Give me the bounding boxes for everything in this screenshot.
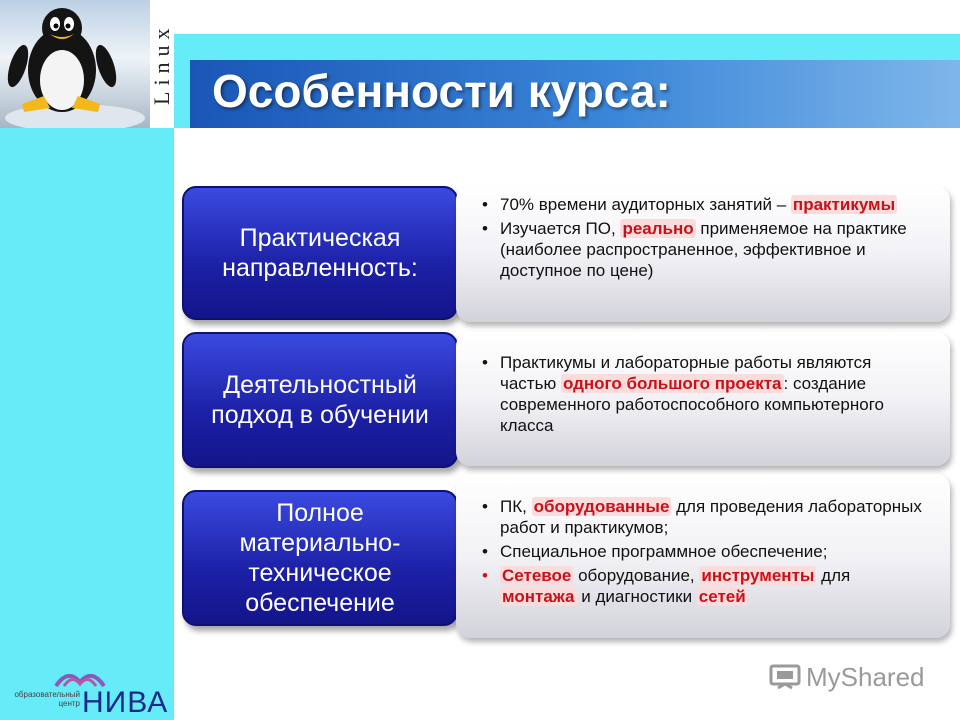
bullet-dot: • [482, 353, 488, 372]
bullet-text: применяемое на практике (наиболее распространенное, эффективное и доступное по цене) [500, 219, 907, 280]
content-provision [456, 474, 950, 638]
niva-logo [12, 664, 169, 719]
label-provision [182, 490, 458, 626]
bullet-text: и диагностики [576, 587, 697, 606]
bullet-item [474, 194, 930, 215]
highlighted-text: одного большого проекта [562, 374, 782, 393]
label-practical-text: Практическая направленность: [222, 224, 418, 282]
label-provision-text: Полное материально-техническое обеспечение [239, 499, 401, 617]
bullet-item [474, 218, 930, 281]
bullet-text: Изучается ПО, [500, 219, 621, 238]
niva-wordmark: НИВА [82, 686, 169, 719]
bullet-text: Специальное программное обеспечение; [500, 542, 828, 561]
highlighted-text: монтажа [502, 587, 575, 606]
highlighted-text: инструменты [701, 566, 815, 585]
linux-logo [150, 0, 174, 128]
highlighted-text: реально [622, 219, 694, 238]
content-practical [456, 186, 950, 322]
linux-logo-text: Linux [149, 22, 174, 106]
content-activity [456, 332, 950, 466]
bullet-text: для проведения лабораторных работ и практикумов; [500, 497, 922, 537]
bullet-text: для [816, 566, 851, 585]
bullet-item [474, 352, 930, 436]
bullet-text: : создание современного работоспособного компьютерного класса [500, 374, 884, 435]
niva-subtitle: образовательный центр [14, 690, 80, 708]
bullet-dot: • [482, 542, 488, 561]
bullet-text: оборудование, [573, 566, 700, 585]
bullet-text: ПК, [500, 497, 532, 516]
slide-title: Особенности курса: [212, 65, 671, 117]
bullet-dot: • [482, 219, 488, 238]
label-activity-text: Деятельностный подход в обучении [211, 371, 429, 429]
bullet-item [474, 496, 930, 538]
bullet-item [474, 565, 930, 607]
tux-penguin-image [0, 0, 150, 128]
myshared-text: MyShared [806, 662, 925, 692]
bullet-dot: • [482, 566, 488, 585]
bullet-text: 70% времени аудиторных занятий – [500, 195, 791, 214]
bullet-dot: • [482, 497, 488, 516]
bullet-dot: • [482, 195, 488, 214]
myshared-watermark [766, 660, 936, 696]
highlighted-text: сетей [698, 587, 746, 606]
bullet-item [474, 541, 930, 562]
presentation-icon [768, 662, 802, 696]
highlighted-text: оборудованные [533, 497, 670, 516]
label-practical [182, 186, 458, 320]
highlighted-text: Сетевое [502, 566, 572, 585]
bullet-text: Практикумы и лабораторные работы являются частью [500, 353, 872, 393]
label-activity [182, 332, 458, 468]
highlighted-text: практикумы [792, 195, 896, 214]
